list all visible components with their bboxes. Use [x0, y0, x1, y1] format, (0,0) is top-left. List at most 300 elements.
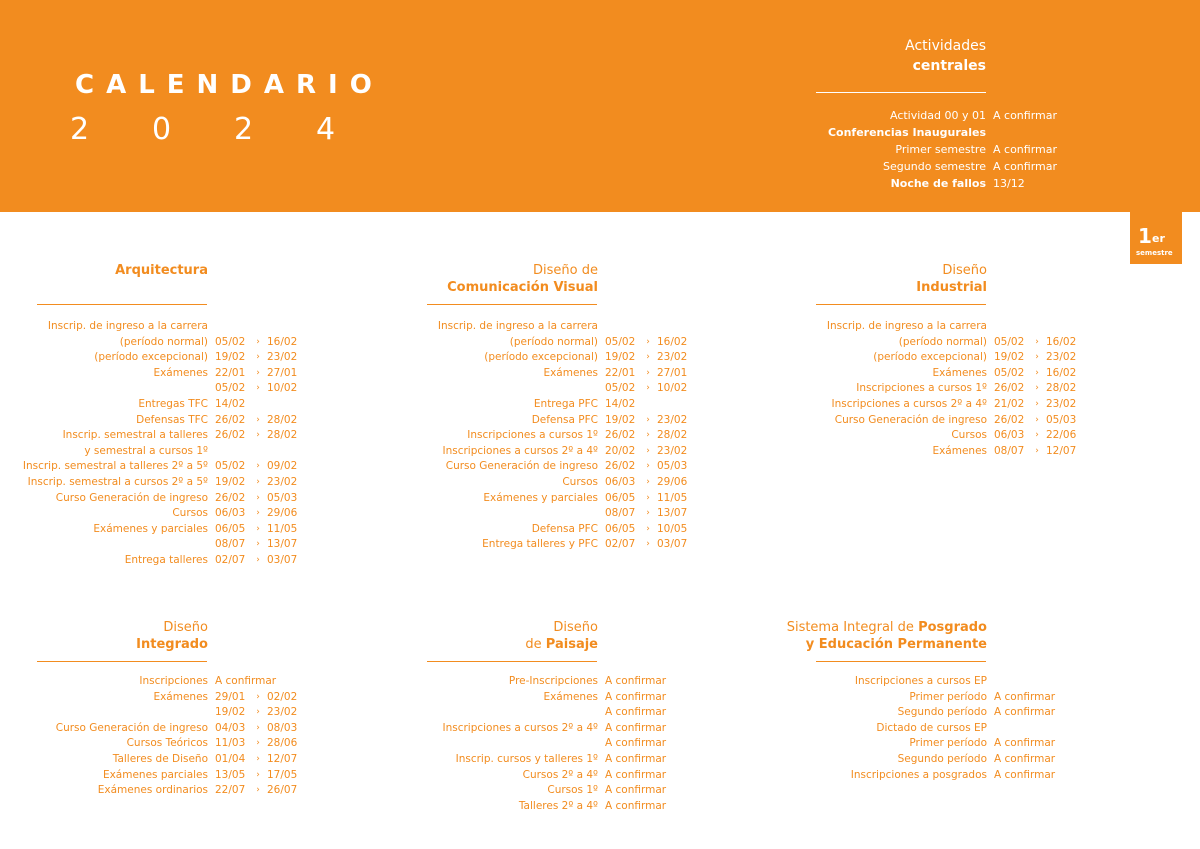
schedule-label: (período normal): [509, 335, 598, 348]
schedule-start-date: 20/02: [605, 444, 636, 457]
schedule-end-date: 29/06: [267, 507, 298, 520]
schedule-label: Talleres de Diseño: [112, 752, 208, 765]
schedule-end-date: 29/06: [657, 475, 688, 488]
schedule-label: [0, 705, 208, 721]
arrow-right-icon: ›: [646, 523, 650, 534]
schedule-end-date: 28/06: [267, 737, 298, 750]
schedule-start-date: 04/03: [215, 721, 246, 734]
schedule-label: [0, 537, 208, 553]
schedule-end-date: 10/05: [657, 522, 688, 535]
central-row-value: A confirmar: [993, 143, 1058, 156]
arrow-right-icon: ›: [1035, 430, 1039, 441]
schedule-start-date: 06/05: [605, 522, 636, 535]
arrow-right-icon: ›: [1035, 352, 1039, 363]
schedule-end-date: 27/01: [657, 366, 688, 379]
arrow-right-icon: ›: [646, 414, 650, 425]
schedule-label: Inscripciones a cursos 2º a 4º: [831, 397, 987, 410]
section-title-bold: Posgrado: [918, 620, 987, 635]
schedule-row: [0, 522, 307, 538]
schedule-start-date: 14/02: [215, 397, 246, 410]
schedule-end-date: 23/02: [1046, 397, 1077, 410]
arrow-right-icon: ›: [256, 523, 260, 534]
semester-tab-suffix: er: [1152, 232, 1165, 245]
schedule-end-date: 09/02: [267, 460, 298, 473]
schedule-row: [0, 705, 307, 721]
schedule-end-date: 13/07: [267, 538, 298, 551]
calendar-title: CALENDARIO: [75, 70, 384, 100]
schedule-label: Exámenes: [932, 444, 987, 457]
central-row-label: Actividad 00 y 01: [889, 109, 986, 122]
schedule-row: [0, 506, 307, 522]
schedule-row: [0, 397, 307, 413]
central-row: [800, 175, 1057, 192]
schedule-end-date: 28/02: [657, 429, 688, 442]
schedule-row: [0, 319, 307, 335]
schedule-row: [779, 674, 1055, 690]
schedule-row: [0, 444, 307, 460]
schedule-row: [0, 475, 307, 491]
central-row-label: Noche de fallos: [890, 177, 986, 190]
schedule-label: [0, 381, 208, 397]
schedule-row: [779, 752, 1055, 768]
central-rows: [800, 107, 1057, 192]
schedule-row: [779, 768, 1055, 784]
schedule-row: [390, 537, 697, 553]
arrow-right-icon: ›: [256, 691, 260, 702]
schedule-start-date: 05/02: [605, 335, 636, 348]
schedule-start-date: 13/05: [215, 768, 246, 781]
schedule-label: Exámenes: [543, 690, 598, 703]
schedule-row: [0, 366, 307, 382]
schedule-end-date: 05/03: [1046, 413, 1077, 426]
schedule-start-date: 26/02: [215, 413, 246, 426]
schedule-row: [779, 350, 1086, 366]
section-title: Industrial: [916, 280, 987, 295]
schedule-start-date: 08/07: [605, 507, 636, 520]
schedule-to-confirm: A confirmar: [994, 690, 1056, 703]
central-row-value: 13/12: [993, 177, 1025, 190]
schedule-row: [779, 721, 1055, 737]
schedule-row: [779, 397, 1086, 413]
schedule-row: [390, 783, 666, 799]
schedule-start-date: 06/03: [994, 429, 1025, 442]
section-rows: [0, 674, 307, 799]
schedule-label: (período excepcional): [873, 351, 987, 364]
schedule-end-date: 28/02: [1046, 382, 1077, 395]
arrow-right-icon: ›: [646, 383, 650, 394]
schedule-row: [779, 690, 1055, 706]
section-divider: [427, 304, 597, 305]
year-digit: 4: [316, 112, 336, 147]
arrow-right-icon: ›: [646, 492, 650, 503]
schedule-label: Exámenes: [932, 366, 987, 379]
central-row-label: Conferencias Inaugurales: [827, 126, 986, 139]
schedule-to-confirm: A confirmar: [605, 721, 667, 734]
schedule-end-date: 10/02: [267, 382, 298, 395]
schedule-row: [390, 319, 697, 335]
schedule-row: [390, 475, 697, 491]
central-row-label: Segundo semestre: [883, 160, 986, 173]
schedule-row: [0, 335, 307, 351]
section-divider: [37, 661, 207, 662]
schedule-start-date: [994, 721, 1028, 737]
arrow-right-icon: ›: [256, 352, 260, 363]
arrow-right-icon: ›: [1035, 414, 1039, 425]
schedule-start-date: 29/01: [215, 690, 246, 703]
schedule-end-date: 03/07: [267, 553, 298, 566]
schedule-start-date: 06/05: [605, 491, 636, 504]
schedule-label: Exámenes: [543, 366, 598, 379]
schedule-end-date: 16/02: [1046, 366, 1077, 379]
calendar-year: [70, 112, 398, 147]
central-row: [800, 158, 1057, 175]
schedule-start-date: 14/02: [605, 397, 636, 410]
arrow-right-icon: ›: [1035, 398, 1039, 409]
schedule-label: Cursos: [172, 507, 208, 520]
schedule-start-date: 08/07: [215, 538, 246, 551]
section-rows: [779, 674, 1055, 783]
year-digit: 0: [152, 112, 172, 147]
schedule-label: (período normal): [898, 335, 987, 348]
schedule-start-date: 19/02: [605, 413, 636, 426]
arrow-right-icon: ›: [256, 476, 260, 487]
schedule-row: [390, 381, 697, 397]
schedule-end-date: 28/02: [267, 413, 298, 426]
schedule-start-date: [994, 319, 1028, 335]
schedule-start-date: 05/02: [215, 382, 246, 395]
schedule-start-date: 21/02: [994, 397, 1025, 410]
schedule-label: Defensas TFC: [136, 413, 208, 426]
schedule-label: (período normal): [119, 335, 208, 348]
section-heading: [390, 262, 598, 296]
schedule-end-date: 28/02: [267, 429, 298, 442]
schedule-row: [779, 413, 1086, 429]
schedule-label: (período excepcional): [94, 351, 208, 364]
schedule-to-confirm: A confirmar: [605, 737, 667, 750]
arrow-right-icon: ›: [1035, 367, 1039, 378]
schedule-row: [0, 674, 307, 690]
schedule-start-date: 26/02: [215, 491, 246, 504]
schedule-label: [390, 506, 598, 522]
schedule-label: Inscrip. de ingreso a la carrera: [826, 320, 987, 332]
schedule-end-date: 23/02: [267, 475, 298, 488]
schedule-row: [390, 768, 666, 784]
schedule-row: [390, 721, 666, 737]
schedule-end-date: 11/05: [657, 491, 688, 504]
schedule-label: Cursos 1º: [547, 784, 598, 797]
schedule-to-confirm: A confirmar: [605, 752, 667, 765]
section-rows: [390, 674, 666, 814]
schedule-start-date: [994, 674, 1028, 690]
schedule-start-date: 26/02: [605, 460, 636, 473]
schedule-start-date: 26/02: [994, 382, 1025, 395]
schedule-row: [0, 428, 307, 444]
schedule-row: [390, 674, 666, 690]
section-heading: [390, 619, 598, 653]
schedule-label: Dictado de cursos EP: [876, 721, 987, 734]
schedule-start-date: 08/07: [994, 444, 1025, 457]
schedule-start-date: 05/02: [605, 382, 636, 395]
schedule-row: [0, 736, 307, 752]
arrow-right-icon: ›: [256, 508, 260, 519]
schedule-start-date: 05/02: [215, 460, 246, 473]
schedule-to-confirm: A confirmar: [215, 675, 277, 687]
section-title-prefix: de: [525, 637, 546, 652]
schedule-row: [390, 350, 697, 366]
schedule-end-date: 16/02: [267, 335, 298, 348]
section-title: Comunicación Visual: [447, 280, 598, 295]
schedule-label: Cursos 2º a 4º: [522, 768, 598, 781]
schedule-start-date: 26/02: [605, 429, 636, 442]
schedule-label: Primer período: [909, 737, 987, 750]
schedule-label: Defensa PFC: [531, 413, 598, 426]
arrow-right-icon: ›: [256, 383, 260, 394]
schedule-row: [0, 768, 307, 784]
central-divider: [816, 92, 986, 93]
schedule-start-date: 06/05: [215, 522, 246, 535]
schedule-end-date: 03/07: [657, 538, 688, 551]
schedule-label: Exámenes ordinarios: [97, 784, 208, 797]
section-heading: [779, 262, 987, 296]
central-title-line2: centrales: [912, 58, 986, 74]
schedule-end-date: 23/02: [1046, 351, 1077, 364]
arrow-right-icon: ›: [256, 414, 260, 425]
arrow-right-icon: ›: [256, 492, 260, 503]
schedule-label: Exámenes: [153, 366, 208, 379]
arrow-right-icon: ›: [256, 785, 260, 796]
schedule-to-confirm: A confirmar: [605, 784, 667, 797]
schedule-end-date: 23/02: [267, 706, 298, 719]
schedule-end-date: 17/05: [267, 768, 298, 781]
year-digit: 2: [234, 112, 254, 147]
schedule-start-date: 26/02: [215, 429, 246, 442]
schedule-row: [779, 366, 1086, 382]
arrow-right-icon: ›: [646, 476, 650, 487]
schedule-label: Curso Generación de ingreso: [55, 721, 208, 734]
schedule-start-date: 22/07: [215, 784, 246, 797]
schedule-row: [0, 381, 307, 397]
schedule-start-date: 22/01: [605, 366, 636, 379]
arrow-right-icon: ›: [256, 430, 260, 441]
central-row: [800, 141, 1057, 158]
schedule-label: Inscripciones a cursos 1º: [467, 429, 598, 442]
schedule-row: [390, 491, 697, 507]
semester-tab: [1130, 212, 1182, 264]
schedule-to-confirm: A confirmar: [605, 799, 667, 812]
section-rows: [390, 319, 697, 553]
schedule-row: [0, 413, 307, 429]
section-rows: [779, 319, 1086, 459]
schedule-label: Inscripciones: [139, 675, 208, 687]
schedule-start-date: 22/01: [215, 366, 246, 379]
schedule-row: [390, 335, 697, 351]
schedule-label: Exámenes y parciales: [93, 522, 208, 535]
schedule-start-date: 05/02: [215, 335, 246, 348]
schedule-start-date: 06/03: [605, 475, 636, 488]
schedule-row: [390, 506, 697, 522]
section-title: Paisaje: [545, 637, 598, 652]
schedule-label: Inscrip. semestral a talleres 2º a 5º: [22, 460, 208, 473]
arrow-right-icon: ›: [646, 336, 650, 347]
schedule-label: Segundo período: [897, 706, 987, 719]
schedule-to-confirm: A confirmar: [605, 768, 667, 781]
section-title: Arquitectura: [115, 263, 208, 278]
schedule-start-date: [215, 444, 249, 460]
schedule-label: Exámenes parciales: [102, 768, 208, 781]
schedule-row: [390, 366, 697, 382]
schedule-label: Entrega talleres y PFC: [482, 538, 598, 551]
schedule-start-date: 19/02: [215, 706, 246, 719]
schedule-label: Exámenes: [153, 690, 208, 703]
schedule-label: Entrega talleres: [124, 553, 208, 566]
arrow-right-icon: ›: [1035, 336, 1039, 347]
central-title-line1: Actividades: [905, 38, 986, 54]
schedule-row: [390, 459, 697, 475]
schedule-end-date: 12/07: [1046, 444, 1077, 457]
schedule-label: Curso Generación de ingreso: [834, 413, 987, 426]
arrow-right-icon: ›: [646, 430, 650, 441]
schedule-start-date: 06/03: [215, 507, 246, 520]
schedule-to-confirm: A confirmar: [994, 737, 1056, 750]
year-digit: 2: [70, 112, 90, 147]
schedule-to-confirm: A confirmar: [605, 706, 667, 719]
section-divider: [816, 661, 986, 662]
arrow-right-icon: ›: [256, 769, 260, 780]
section-heading: [0, 262, 208, 279]
section-divider: [427, 661, 597, 662]
schedule-label: Cursos Teóricos: [126, 737, 208, 750]
arrow-right-icon: ›: [256, 539, 260, 550]
schedule-row: [390, 752, 666, 768]
section-title-prefix: Sistema Integral de: [786, 620, 919, 635]
schedule-label: [390, 736, 598, 752]
schedule-row: [0, 459, 307, 475]
schedule-row: [0, 721, 307, 737]
schedule-end-date: 11/05: [267, 522, 298, 535]
schedule-end-date: 27/01: [267, 366, 298, 379]
schedule-row: [779, 335, 1086, 351]
schedule-label: Inscrip. semestral a cursos 2º a 5º: [27, 475, 208, 488]
schedule-row: [779, 428, 1086, 444]
central-row-value: A confirmar: [993, 109, 1058, 122]
schedule-row: [390, 799, 666, 815]
schedule-row: [390, 444, 697, 460]
schedule-start-date: 05/02: [994, 366, 1025, 379]
arrow-right-icon: ›: [256, 336, 260, 347]
schedule-start-date: [605, 319, 639, 335]
section-title: Integrado: [136, 637, 208, 652]
schedule-end-date: 23/02: [657, 444, 688, 457]
schedule-end-date: 26/07: [267, 784, 298, 797]
header-banner: [0, 0, 1200, 212]
schedule-row: [390, 413, 697, 429]
schedule-label: [390, 705, 598, 721]
arrow-right-icon: ›: [256, 367, 260, 378]
schedule-end-date: 16/02: [657, 335, 688, 348]
schedule-row: [779, 705, 1055, 721]
central-row: [800, 124, 1057, 141]
schedule-row: [0, 783, 307, 799]
arrow-right-icon: ›: [1035, 445, 1039, 456]
schedule-start-date: 19/02: [605, 351, 636, 364]
schedule-start-date: [215, 319, 249, 335]
schedule-label: Pre-Inscripciones: [508, 675, 598, 687]
schedule-start-date: 26/02: [994, 413, 1025, 426]
arrow-right-icon: ›: [256, 753, 260, 764]
section-heading: [0, 619, 208, 653]
schedule-row: [390, 736, 666, 752]
schedule-end-date: 05/03: [657, 460, 688, 473]
section-title: y Educación Permanente: [805, 637, 987, 652]
schedule-to-confirm: A confirmar: [994, 768, 1056, 781]
schedule-label: Inscripciones a cursos 2º a 4º: [442, 721, 598, 734]
arrow-right-icon: ›: [256, 707, 260, 718]
section-divider: [37, 304, 207, 305]
schedule-start-date: 01/04: [215, 752, 246, 765]
schedule-start-date: 19/02: [215, 475, 246, 488]
schedule-start-date: 02/07: [605, 538, 636, 551]
arrow-right-icon: ›: [256, 461, 260, 472]
schedule-row: [779, 444, 1086, 460]
schedule-to-confirm: A confirmar: [605, 690, 667, 703]
schedule-label: Inscripciones a posgrados: [850, 768, 987, 781]
schedule-row: [390, 397, 697, 413]
schedule-label: Entrega PFC: [533, 397, 598, 410]
schedule-end-date: 12/07: [267, 752, 298, 765]
central-activities: [800, 36, 1100, 190]
arrow-right-icon: ›: [256, 722, 260, 733]
schedule-label: Talleres 2º a 4º: [518, 799, 598, 812]
schedule-end-date: 23/02: [267, 351, 298, 364]
schedule-end-date: 08/03: [267, 721, 298, 734]
section-title-line1: Diseño: [163, 620, 208, 635]
schedule-start-date: 02/07: [215, 553, 246, 566]
schedule-label: Defensa PFC: [531, 522, 598, 535]
semester-tab-word: semestre: [1136, 249, 1173, 257]
schedule-end-date: 23/02: [657, 413, 688, 426]
schedule-label: Cursos: [951, 429, 987, 442]
schedule-row: [0, 752, 307, 768]
central-row: [800, 107, 1057, 124]
section-title-line1: Diseño de: [533, 263, 598, 278]
schedule-end-date: 22/06: [1046, 429, 1077, 442]
arrow-right-icon: ›: [646, 367, 650, 378]
arrow-right-icon: ›: [646, 352, 650, 363]
arrow-right-icon: ›: [646, 539, 650, 550]
schedule-start-date: 05/02: [994, 335, 1025, 348]
schedule-end-date: 13/07: [657, 507, 688, 520]
schedule-start-date: 19/02: [994, 351, 1025, 364]
central-row-value: A confirmar: [993, 160, 1058, 173]
schedule-label: Primer período: [909, 690, 987, 703]
schedule-end-date: 16/02: [1046, 335, 1077, 348]
schedule-label: Curso Generación de ingreso: [55, 491, 208, 504]
schedule-label: Inscrip. de ingreso a la carrera: [437, 320, 598, 332]
schedule-row: [779, 319, 1086, 335]
section-title-line1: Diseño: [942, 263, 987, 278]
schedule-label: Inscripciones a cursos 2º a 4º: [442, 444, 598, 457]
schedule-row: [0, 491, 307, 507]
schedule-label: Inscrip. semestral a talleres: [62, 429, 208, 442]
schedule-end-date: 05/03: [267, 491, 298, 504]
schedule-label: Entregas TFC: [138, 397, 208, 410]
arrow-right-icon: ›: [256, 554, 260, 565]
schedule-row: [0, 537, 307, 553]
section-divider: [816, 304, 986, 305]
schedule-to-confirm: A confirmar: [994, 706, 1056, 719]
schedule-row: [0, 553, 307, 569]
semester-tab-number: 1: [1138, 224, 1151, 248]
